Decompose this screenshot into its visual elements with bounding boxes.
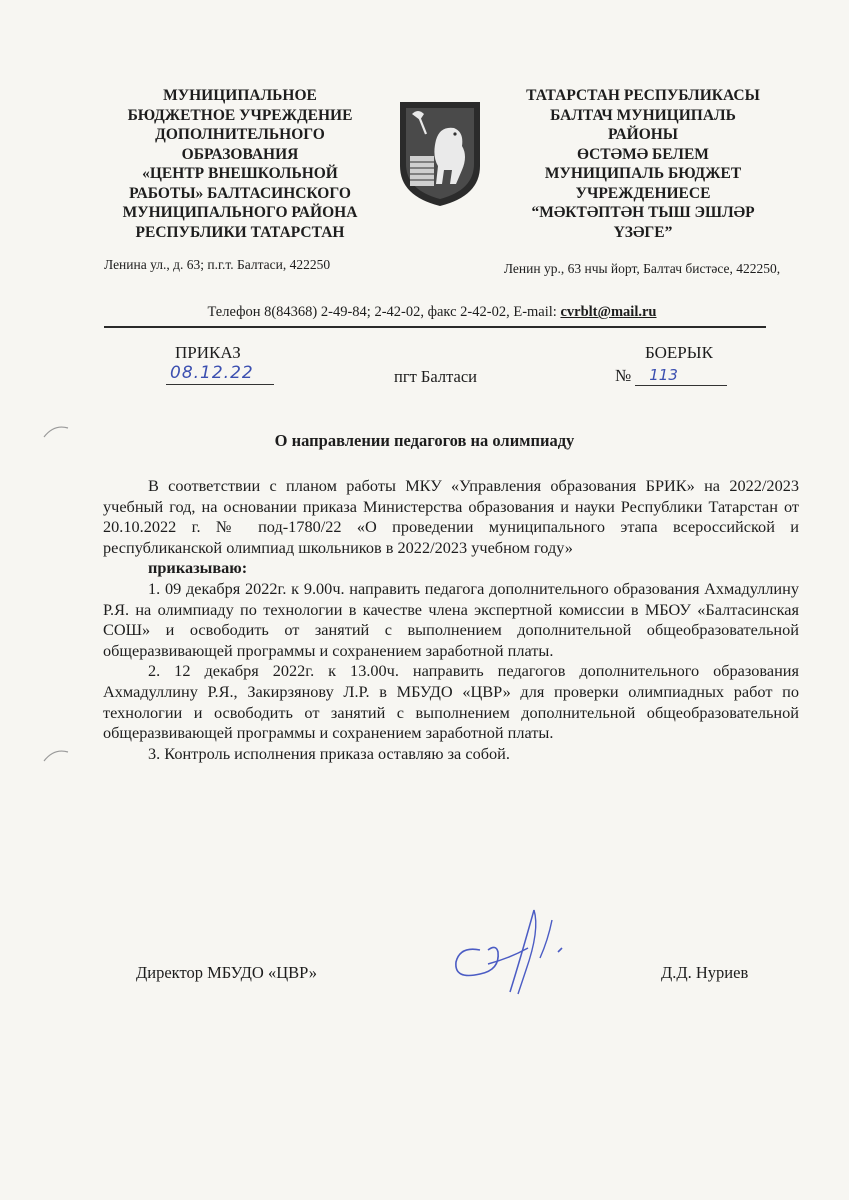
header-left-line: БЮДЖЕТНОЕ УЧРЕЖДЕНИЕ: [127, 106, 353, 124]
punch-hole-mark: [42, 424, 70, 438]
order-number-field: [615, 366, 727, 386]
header-divider: [104, 326, 766, 328]
header-left-line: ДОПОЛНИТЕЛЬНОГО: [155, 126, 325, 143]
header-right-line: МУНИЦИПАЛЬ БЮДЖЕТ: [544, 165, 742, 182]
header-left-line: ОБРАЗОВАНИЯ: [181, 145, 299, 163]
order-number-handwritten: 113: [635, 366, 727, 386]
contacts-text: Телефон 8(84368) 2-49-84; 2-42-02, факс 2-42-02, E-mail:: [207, 304, 561, 320]
document-title: О направлении педагогов на олимпиаду: [274, 431, 575, 450]
header-left-line: «ЦЕНТР ВНЕШКОЛЬНОЙ: [142, 165, 338, 182]
order-date-handwritten: 08.12.22: [166, 362, 274, 385]
header-right-line: “МӘКТӘПТӘН ТЫШ ЭШЛӘР: [531, 204, 755, 221]
body-item-3: 3. Контроль исполнения приказа оставляю за собой.: [148, 743, 510, 763]
header-org-russian: [95, 86, 385, 242]
header-left-line: МУНИЦИПАЛЬНОЕ: [163, 87, 317, 104]
signer-position: Директор МБУДО «ЦВР»: [136, 963, 317, 982]
order-label-russian: ПРИКАЗ: [175, 343, 241, 362]
body-order-verb: приказываю:: [148, 558, 248, 578]
header-right-line: ТАТАРСТАН РЕСПУБЛИКАСЫ: [526, 87, 760, 104]
number-sign: №: [615, 366, 632, 385]
order-place: пгт Балтаси: [394, 367, 477, 386]
header-left-line: МУНИЦИПАЛЬНОГО РАЙОНА: [122, 204, 358, 221]
document-body: [103, 476, 799, 764]
header-right-line: РАЙОНЫ: [607, 126, 679, 143]
header-right-line: БАЛТАЧ МУНИЦИПАЛЬ: [550, 106, 736, 124]
header-org-tatar: [498, 86, 788, 242]
handwritten-signature: [440, 900, 580, 1000]
body-item-2: 2. 12 декабря 2022г. к 13.00ч. направить педагогов дополнительного образования Ахмадуллину Р.Я., Закирзянову Л.Р. в МБУДО «ЦВР» для проверки олимпиадных работ по технологии и освободить от занятий с выполнением дополнительной общеобразовательной общеразвивающей программы и сохранением заработной платы.: [103, 661, 799, 743]
header-right-line: ҮЗӘГЕ”: [613, 223, 673, 241]
coat-of-arms-emblem: [396, 100, 484, 208]
address-russian: Ленина ул., д. 63; п.г.т. Балтаси, 422250: [104, 257, 331, 272]
signer-name: Д.Д. Нуриев: [661, 963, 749, 982]
header-left-line: РЕСПУБЛИКИ ТАТАРСТАН: [135, 223, 345, 241]
header-left-line: РАБОТЫ» БАЛТАСИНСКОГО: [129, 184, 351, 202]
contacts-line: [100, 304, 764, 321]
header-right-line: УЧРЕЖДЕНИЕСЕ: [575, 184, 711, 202]
header-right-line: ӨСТӘМӘ БЕЛЕМ: [577, 145, 709, 163]
order-label-tatar: БОЕРЫК: [645, 343, 713, 362]
body-item-1: 1. 09 декабря 2022г. к 9.00ч. направить педагога дополнительного образования Ахмадуллину Р.Я. на олимпиаду по технологии в качестве члена экспертной комиссии в МБОУ «Балтасинская СОШ» и освободить от занятий с выполнением дополнительной общеобразовательной общеразвивающей программы и сохранением заработной платы.: [103, 578, 799, 660]
email-link[interactable]: cvrblt@mail.ru: [560, 304, 657, 320]
punch-hole-mark: [42, 748, 70, 762]
address-tatar: Ленин ур., 63 нчы йорт, Балтач бистәсе, 422250,: [503, 261, 781, 276]
body-intro: В соответствии с планом работы МКУ «Управления образования БРИК» на 2022/2023 учебный год, на основании приказа Министерства образования и науки Республики Татарстан от 20.10.2022 г. № под-1780/22 «О проведении муниципального этапа всероссийской и республиканской олимпиад школьников в 2022/2023 учебном году»: [103, 476, 799, 557]
